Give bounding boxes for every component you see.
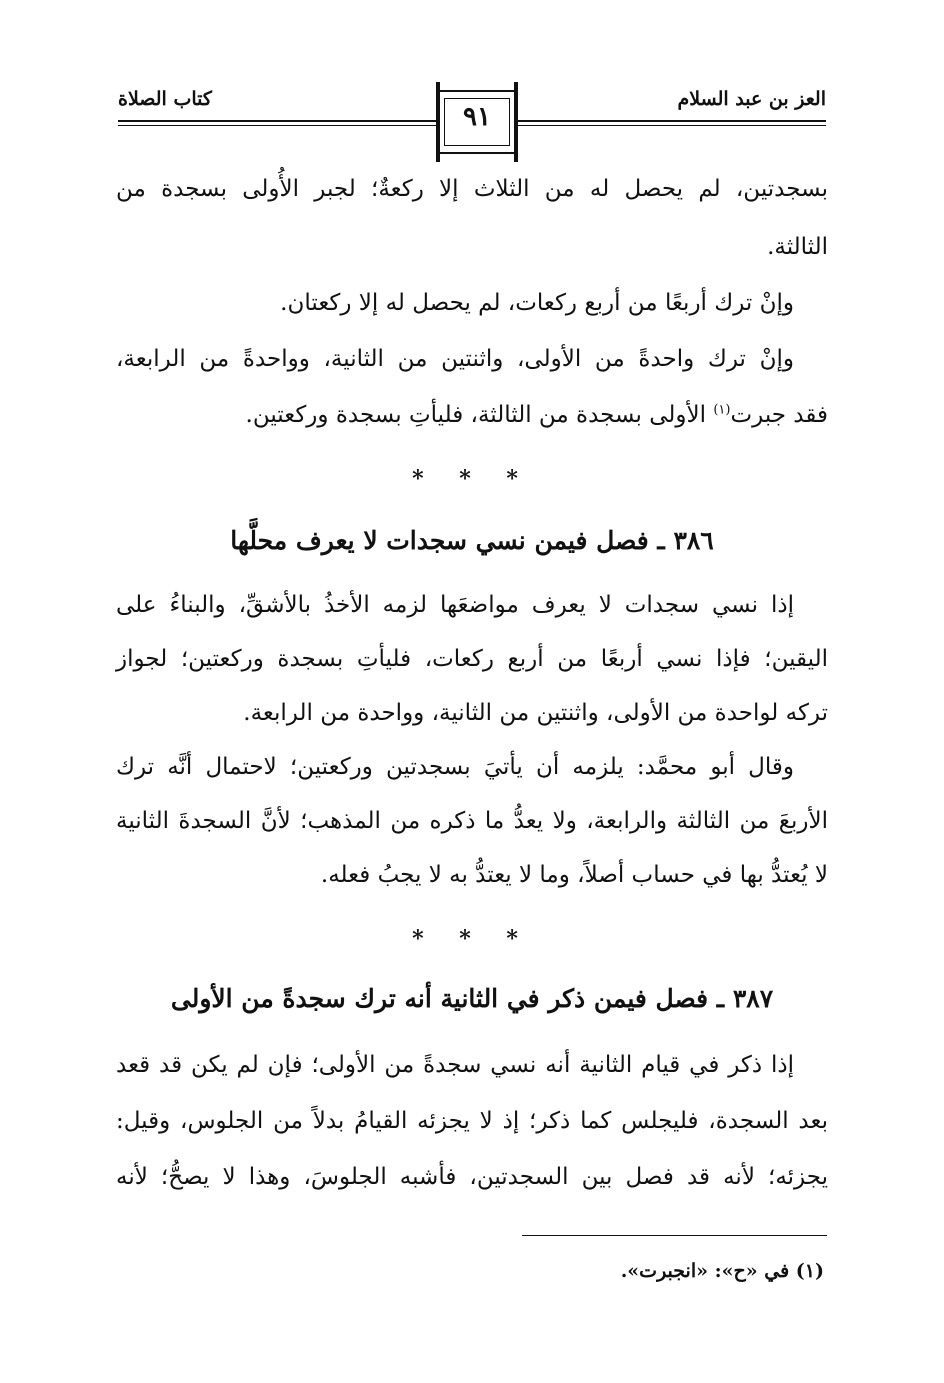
- text-line: إذا ذكر في قيام الثانية أنه نسي سجدةً من الأولى؛ فإن لم يكن قد قعد: [116, 1052, 794, 1078]
- section-separator: * * *: [412, 926, 532, 952]
- section-heading-386: ٣٨٦ ـ فصل فيمن نسي سجدات لا يعرف محلَّها: [230, 526, 714, 555]
- page-number: ٩١: [463, 102, 491, 132]
- text-line: يجزئه؛ لأنه قد فصل بين السجدتين، فأشبه الجلوسَ، وهذا لا يصحُّ؛ لأنه: [116, 1164, 828, 1190]
- text-line: الثالثة.: [767, 234, 828, 260]
- text-line: تركه لواحدة من الأولى، واثنتين من الثانية، وواحدة من الرابعة.: [243, 700, 828, 726]
- text-fragment: الأولى بسجدة من الثالثة، فليأتِ بسجدة وركعتين.: [245, 402, 714, 428]
- footnote: (١) في «ح»: «انجبرت».: [620, 1260, 824, 1282]
- text-line: وإنْ ترك واحدةً من الأولى، واثنتين من الثانية، وواحدةً من الرابعة،: [116, 346, 794, 372]
- text-line: اليقين؛ فإذا نسي أربعًا من أربع ركعات، فليأتِ بسجدة وركعتين؛ لجواز: [116, 646, 828, 672]
- text-line-with-note: [246, 402, 828, 430]
- text-line: بسجدتين، لم يحصل له من الثلاث إلا ركعةٌ؛ لجبر الأُولى بسجدة من: [116, 176, 828, 202]
- text-line: الأربعَ من الثالثة والرابعة، ولا يعدُّ ما ذكره من المذهب؛ لأنَّ السجدةَ الثانية: [116, 808, 828, 834]
- text-line: بعد السجدة، فليجلس كما ذكر؛ إذ لا يجزئه القيامُ بدلاً من الجلوس، وقيل:: [116, 1108, 828, 1134]
- page-number-frame: [436, 90, 518, 154]
- text-fragment: فقد جبرت: [730, 402, 828, 428]
- text-line: لا يُعتدُّ بها في حساب أصلاً، وما لا يعتدُّ به لا يجبُ فعله.: [320, 862, 828, 888]
- section-heading-387: ٣٨٧ ـ فصل فيمن ذكر في الثانية أنه ترك سجدةً من الأولى: [170, 984, 774, 1013]
- header-author: العز بن عبد السلام: [677, 88, 826, 110]
- text-line: وإنْ ترك أربعًا من أربع ركعات، لم يحصل له إلا ركعتان.: [280, 290, 794, 316]
- section-separator: * * *: [412, 466, 532, 492]
- text-line: وقال أبو محمَّد: يلزمه أن يأتيَ بسجدتين وركعتين؛ لاحتمال أنَّه ترك: [116, 754, 794, 780]
- header-book-title: كتاب الصلاة: [118, 88, 212, 110]
- footnote-rule: [522, 1235, 827, 1236]
- text-line: إذا نسي سجدات لا يعرف مواضعَها لزمه الأخذُ بالأشقِّ، والبناءُ على: [116, 592, 794, 618]
- footnote-ref: (١): [713, 402, 731, 418]
